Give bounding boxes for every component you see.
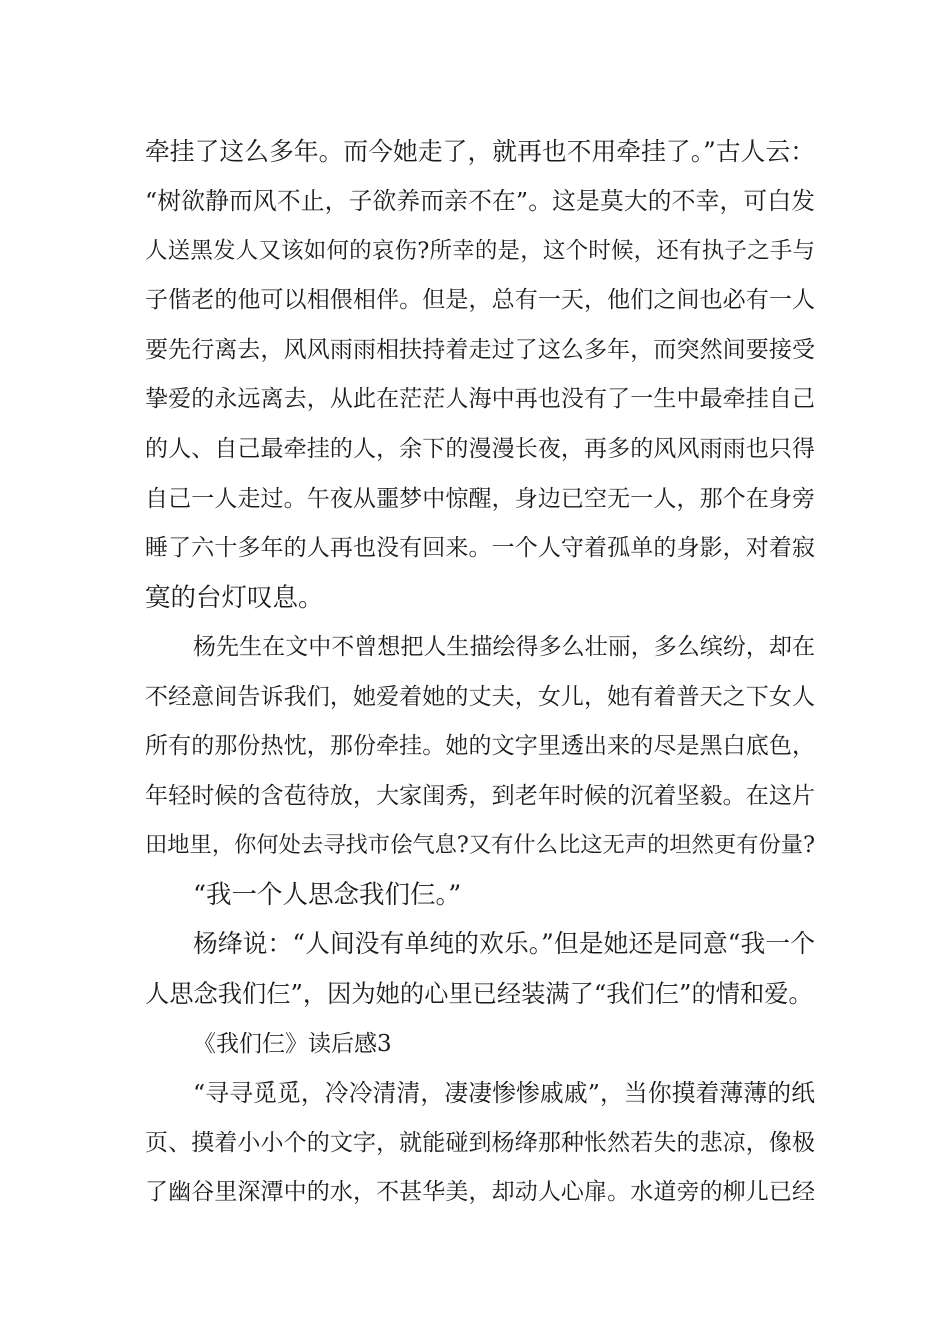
text-line: 年轻时候的含苞待放，大家闺秀，到老年时候的沉着坚毅。在这片 bbox=[145, 783, 815, 809]
text-line: 的人、自己最牵挂的人，余下的漫漫长夜，再多的风风雨雨也只得 bbox=[145, 436, 815, 462]
text-line: 自己一人走过。午夜从噩梦中惊醒，身边已空无一人，那个在身旁 bbox=[145, 486, 815, 512]
quote-line: “我一个人思念我们仨。” bbox=[193, 880, 462, 910]
text-line: 杨先生在文中不曾想把人生描绘得多么壮丽，多么缤纷，却在 bbox=[193, 634, 815, 660]
text-line: 要先行离去，风风雨雨相扶持着走过了这么多年，而突然间要接受 bbox=[145, 337, 815, 363]
text-line: 人送黑发人又该如何的哀伤?所幸的是，这个时候，还有执子之手与 bbox=[145, 238, 815, 264]
text-line: 不经意间告诉我们，她爱着她的丈夫，女儿，她有着普天之下女人 bbox=[145, 684, 815, 710]
text-line: 页、摸着小小个的文字，就能碰到杨绛那种怅然若失的悲凉，像极 bbox=[145, 1130, 815, 1156]
text-line: 所有的那份热忱，那份牵挂。她的文字里透出来的尽是黑白底色， bbox=[145, 733, 815, 759]
text-line: 了幽谷里深潭中的水，不甚华美，却动人心扉。水道旁的柳儿已经 bbox=[145, 1179, 815, 1205]
text-line: 牵挂了这么多年。而今她走了，就再也不用牵挂了。”古人云： bbox=[145, 137, 815, 166]
text-line: 人思念我们仨”，因为她的心里已经装满了“我们仨”的情和爱。 bbox=[145, 979, 813, 1008]
text-line: 杨绛说：“人间没有单纯的欢乐。”但是她还是同意“我一个 bbox=[193, 929, 815, 958]
text-line: 田地里，你何处去寻找市侩气息?又有什么比这无声的坦然更有份量? bbox=[145, 832, 815, 858]
text-line: 子偕老的他可以相偎相伴。但是，总有一天，他们之间也必有一人 bbox=[145, 287, 815, 313]
text-line: “树欲静而风不止，子欲养而亲不在”。这是莫大的不幸，可白发 bbox=[145, 187, 815, 215]
text-line: “寻寻觅觅，冷冷清清，凄凄惨惨戚戚”，当你摸着薄薄的纸 bbox=[193, 1079, 815, 1107]
text-line: 挚爱的永远离去，从此在茫茫人海中再也没有了一生中最牵挂自己 bbox=[145, 386, 815, 412]
text-line: 睡了六十多年的人再也没有回来。一个人守着孤单的身影，对着寂 bbox=[145, 535, 815, 561]
text-line: 寞的台灯叹息。 bbox=[145, 583, 324, 613]
section-heading: 《我们仨》读后感3 bbox=[193, 1031, 392, 1057]
